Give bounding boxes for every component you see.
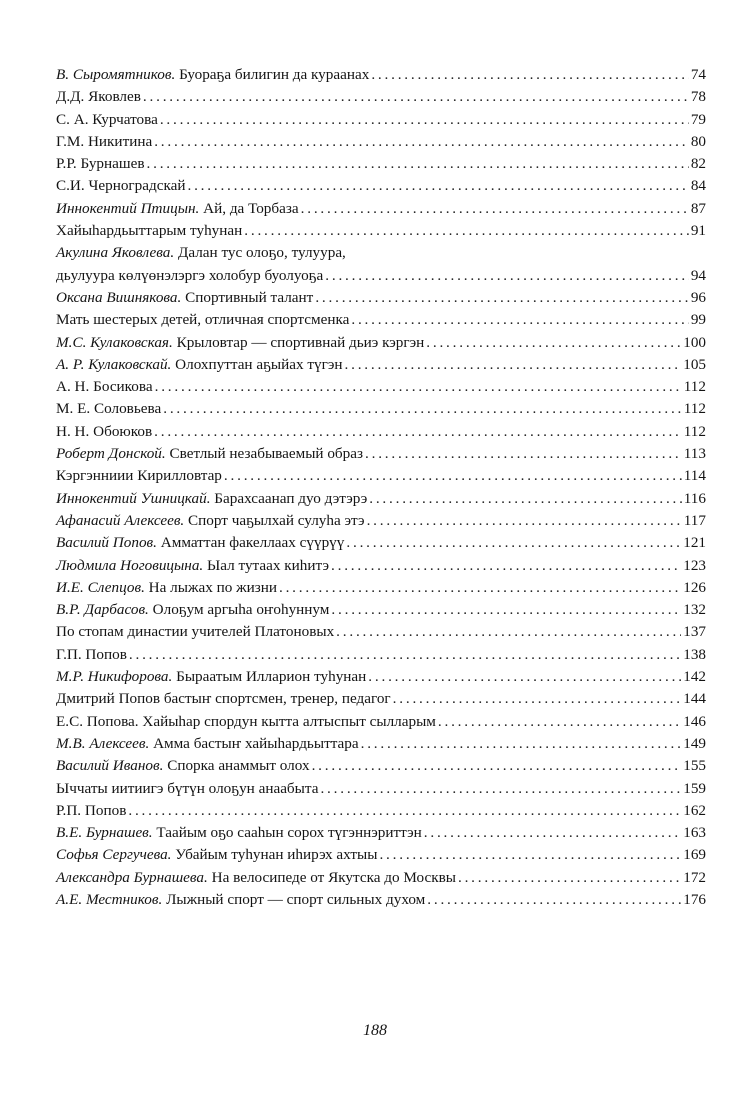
toc-entry-page: 79: [690, 110, 706, 128]
toc-entry-author: Акулина Яковлева.: [56, 244, 175, 262]
toc-entry-text: [56, 332, 424, 354]
toc-entry: [56, 577, 706, 599]
toc-entry: [56, 242, 706, 264]
toc-entry-author: Василий Иванов.: [56, 757, 164, 775]
toc-entry: [56, 332, 706, 354]
toc-entry-page: 132: [683, 601, 706, 619]
toc-entry-author: Иннокентий Ушницкай.: [56, 489, 211, 507]
toc-entry-text: [56, 488, 367, 510]
dot-leader: [315, 287, 688, 309]
toc-entry-text: [56, 666, 366, 688]
toc-entry: [56, 688, 706, 710]
dot-leader: [336, 621, 681, 643]
toc-entry-text: [56, 354, 343, 376]
toc-entry: [56, 510, 706, 532]
toc-entry-page: 105: [683, 355, 706, 373]
dot-leader: [320, 778, 681, 800]
toc-entry-title: Барахсаанап дуо дэтэрэ: [210, 489, 368, 507]
toc-entry-title: Олоҕум аргыһа оҥоһуннум: [148, 601, 330, 619]
dot-leader: [244, 220, 689, 242]
toc-entry: [56, 532, 706, 554]
toc-entry-page: 74: [690, 66, 706, 83]
toc-entry-author: В.Р. Дарбасов.: [56, 601, 149, 619]
toc-entry-page: 99: [690, 311, 706, 329]
toc-entry-text: [56, 755, 310, 777]
toc-entry-title: Г.М. Никитина: [56, 132, 153, 150]
toc-entry-text: [56, 153, 145, 175]
toc-entry-page: 94: [690, 266, 706, 284]
toc-entry-title: Н. Н. Обоюков: [56, 422, 153, 440]
toc-entry-title: Светлый незабываемый образ: [165, 445, 363, 463]
toc-entry-text: [56, 443, 363, 465]
toc-entry: [56, 398, 706, 420]
dot-leader: [367, 510, 682, 532]
toc-entry-author: Роберт Донской.: [56, 445, 166, 463]
toc-entry-author: Софья Сергучева.: [56, 846, 172, 864]
toc-entry-title: Таайым оҕо сааһын сорох түгэннэриттэн: [152, 824, 422, 842]
toc-entry-page: 117: [683, 511, 706, 529]
toc-entry: [56, 621, 706, 643]
toc-entry: [56, 109, 706, 131]
toc-entry-text: [56, 242, 346, 264]
dot-leader: [154, 421, 682, 443]
dot-leader: [371, 64, 688, 86]
toc-entry-title: С. А. Курчатова: [56, 110, 158, 128]
toc-entry-text: [56, 555, 329, 577]
toc-entry-author: В. Сыромятников.: [56, 66, 176, 83]
toc-entry-title: Амма бастыҥ хайыһардьыттара: [149, 734, 359, 752]
toc-entry-title: Далан тус олоҕо, тулуура,: [174, 244, 346, 262]
dot-leader: [424, 822, 681, 844]
toc-entry-title: На лыжах по жизни: [144, 578, 277, 596]
toc-entry-author: И.Е. Слепцов.: [56, 578, 145, 596]
toc-entry-title: Олохпуттан аҕыйах түгэн: [171, 355, 343, 373]
table-of-contents: [56, 64, 706, 911]
toc-entry-page: 146: [683, 712, 706, 730]
toc-entry: [56, 354, 706, 376]
toc-entry-title: Спортивный талант: [181, 288, 314, 306]
toc-entry-text: [56, 688, 391, 710]
toc-entry-text: [56, 109, 158, 131]
toc-entry: [56, 555, 706, 577]
toc-entry: [56, 86, 706, 108]
toc-entry-page: 80: [690, 132, 706, 150]
dot-leader: [143, 86, 689, 108]
dot-leader: [129, 644, 681, 666]
toc-entry: [56, 733, 706, 755]
toc-entry-title: Ай, да Торбаза: [199, 199, 299, 217]
toc-entry: [56, 198, 706, 220]
dot-leader: [154, 131, 689, 153]
toc-entry-page: 159: [683, 779, 706, 797]
toc-entry-text: [56, 844, 377, 866]
toc-entry: [56, 644, 706, 666]
toc-entry: [56, 153, 706, 175]
toc-entry: [56, 175, 706, 197]
toc-entry-title: Амматтан факеллаах сүүрүү: [156, 534, 345, 552]
toc-entry-page: 172: [683, 868, 706, 886]
toc-entry-page: 149: [683, 734, 706, 752]
dot-leader: [312, 755, 682, 777]
toc-entry-title: Лыжный спорт — спорт сильных духом: [162, 890, 426, 908]
toc-entry-title: На велосипеде от Якутска до Москвы: [207, 868, 456, 886]
toc-entry-text: [56, 220, 242, 242]
toc-entry: [56, 220, 706, 242]
toc-entry-title: Е.С. Попова. Хайыһар спордун кытта алтыспыт сылларым: [56, 712, 436, 730]
dot-leader: [368, 666, 681, 688]
dot-leader: [128, 800, 681, 822]
toc-entry-title: Спорка анаммыт олох: [163, 757, 310, 775]
toc-entry-text: [56, 510, 365, 532]
toc-entry: [56, 131, 706, 153]
toc-entry-title: Хайыһардьыттарым туһунан: [56, 222, 243, 240]
toc-entry: [56, 755, 706, 777]
toc-entry-text: [56, 800, 126, 822]
toc-entry-text: [56, 867, 456, 889]
dot-leader: [351, 309, 688, 331]
toc-entry: [56, 800, 706, 822]
toc-entry-author: Александра Бурнашева.: [56, 868, 208, 886]
toc-entry: [56, 443, 706, 465]
toc-entry-text: [56, 644, 127, 666]
toc-entry: [56, 265, 706, 287]
toc-entry-page: 112: [683, 400, 706, 418]
dot-leader: [325, 265, 689, 287]
toc-entry: [56, 778, 706, 800]
toc-entry-page: 82: [690, 155, 706, 173]
dot-leader: [163, 398, 682, 420]
dot-leader: [345, 354, 682, 376]
toc-entry-text: [56, 465, 222, 487]
toc-entry-title: Крыловтар — спортивнай дьиэ кэргэн: [172, 333, 425, 351]
toc-entry: [56, 822, 706, 844]
toc-entry-page: 100: [683, 333, 706, 351]
toc-entry-author: Василий Попов.: [56, 534, 157, 552]
toc-entry-author: А.Е. Местников.: [56, 890, 163, 908]
dot-leader: [365, 443, 682, 465]
toc-entry-page: 96: [690, 288, 706, 306]
toc-entry-author: Оксана Вишнякова.: [56, 288, 182, 306]
toc-entry-text: [56, 265, 323, 287]
toc-entry-page: 176: [683, 890, 706, 908]
toc-entry-title: С.И. Черноградскай: [56, 177, 186, 195]
toc-entry: [56, 465, 706, 487]
toc-entry: [56, 844, 706, 866]
dot-leader: [147, 153, 689, 175]
dot-leader: [369, 488, 682, 510]
dot-leader: [301, 198, 689, 220]
toc-entry-author: А. Р. Кулаковскай.: [56, 355, 172, 373]
toc-entry: [56, 666, 706, 688]
toc-entry-text: [56, 86, 141, 108]
toc-entry-title: Д.Д. Яковлев: [56, 88, 141, 106]
toc-entry-title: дьулуура көлүөнэлэргэ холобур буолуоҕа: [56, 266, 324, 284]
toc-entry-text: [56, 421, 152, 443]
toc-entry-page: 126: [683, 578, 706, 596]
dot-leader: [331, 555, 681, 577]
dot-leader: [361, 733, 682, 755]
toc-entry-text: [56, 64, 369, 86]
dot-leader: [187, 175, 688, 197]
dot-leader: [426, 332, 681, 354]
toc-entry-author: В.Е. Бурнашев.: [56, 824, 153, 842]
toc-entry-title: Быраатым Илларион туһунан: [172, 668, 367, 686]
toc-entry-page: 112: [683, 378, 706, 396]
toc-entry-text: [56, 532, 344, 554]
page-number: 188: [363, 1022, 387, 1039]
toc-entry-page: 138: [683, 645, 706, 663]
toc-entry-page: 121: [683, 534, 706, 552]
toc-entry-page: 84: [690, 177, 706, 195]
toc-entry-text: [56, 309, 349, 331]
toc-entry-title: Кэргэнниии Кирилловтар: [56, 467, 222, 485]
dot-leader: [224, 465, 682, 487]
toc-entry-title: Буораҕа билигин да кураанах: [175, 66, 370, 83]
toc-entry-text: [56, 822, 422, 844]
toc-entry-page: 155: [683, 757, 706, 775]
dot-leader: [427, 889, 681, 911]
toc-entry-author: М.В. Алексеев.: [56, 734, 150, 752]
toc-entry-title: Р.П. Попов: [56, 801, 127, 819]
toc-entry-page: 114: [683, 467, 706, 485]
dot-leader: [379, 844, 681, 866]
toc-entry-title: Ыччаты иитиигэ бүтүн олоҕун анаабыта: [56, 779, 319, 797]
toc-entry-page: 113: [683, 445, 706, 463]
toc-entry-text: [56, 599, 329, 621]
toc-entry-title: Ыал тутаах киһитэ: [203, 556, 330, 574]
toc-entry-author: Иннокентий Птицын.: [56, 199, 200, 217]
toc-entry-author: М.Р. Никифорова.: [56, 668, 173, 686]
toc-entry-author: Афанасий Алексеев.: [56, 511, 185, 529]
toc-entry-page: 142: [683, 668, 706, 686]
toc-entry-text: [56, 778, 318, 800]
toc-entry-text: [56, 376, 153, 398]
toc-entry-page: 112: [683, 422, 706, 440]
toc-entry: [56, 309, 706, 331]
toc-entry-text: [56, 131, 152, 153]
toc-entry-page: 123: [683, 556, 706, 574]
toc-entry-author: М.С. Кулаковская.: [56, 333, 173, 351]
toc-entry-page: 137: [683, 623, 706, 641]
toc-entry-text: [56, 198, 299, 220]
toc-entry-text: [56, 711, 436, 733]
dot-leader: [458, 867, 681, 889]
toc-entry-title: Мать шестерых детей, отличная спортсменка: [56, 311, 350, 329]
toc-entry-title: Спорт чаҕылхай сулуһа этэ: [184, 511, 365, 529]
dot-leader: [331, 599, 681, 621]
toc-entry-text: [56, 398, 161, 420]
dot-leader: [438, 711, 681, 733]
toc-entry-page: 87: [690, 199, 706, 217]
toc-entry-text: [56, 175, 185, 197]
toc-entry-author: Людмила Ноговицына.: [56, 556, 204, 574]
toc-entry-title: Г.П. Попов: [56, 645, 127, 663]
toc-entry-title: М. Е. Соловьева: [56, 400, 162, 418]
toc-entry: [56, 599, 706, 621]
toc-entry: [56, 889, 706, 911]
toc-entry: [56, 421, 706, 443]
dot-leader: [346, 532, 681, 554]
toc-entry: [56, 64, 706, 86]
toc-entry-title: А. Н. Босикова: [56, 378, 153, 396]
toc-entry-text: [56, 577, 277, 599]
dot-leader: [155, 376, 682, 398]
dot-leader: [279, 577, 681, 599]
toc-entry-page: 144: [683, 690, 706, 708]
toc-entry-text: [56, 889, 425, 911]
toc-entry-page: 91: [690, 222, 706, 240]
toc-entry: [56, 376, 706, 398]
toc-entry-page: 163: [683, 824, 706, 842]
toc-entry-text: [56, 287, 313, 309]
toc-entry-title: Дмитрий Попов бастыҥ спортсмен, тренер, педагог: [56, 690, 391, 708]
toc-entry: [56, 488, 706, 510]
toc-entry-page: 116: [683, 489, 706, 507]
dot-leader: [393, 688, 682, 710]
toc-entry-title: Р.Р. Бурнашев: [56, 155, 145, 173]
toc-entry-title: Убайым туһунан иһирэх ахтыы: [171, 846, 378, 864]
toc-entry: [56, 287, 706, 309]
toc-entry-page: 169: [683, 846, 706, 864]
toc-entry-text: [56, 733, 359, 755]
toc-entry: [56, 867, 706, 889]
toc-entry: [56, 711, 706, 733]
dot-leader: [160, 109, 689, 131]
toc-entry-title: По стопам династии учителей Платоновых: [56, 623, 335, 641]
toc-entry-page: 162: [683, 801, 706, 819]
toc-entry-page: 78: [690, 88, 706, 106]
toc-entry-text: [56, 621, 334, 643]
